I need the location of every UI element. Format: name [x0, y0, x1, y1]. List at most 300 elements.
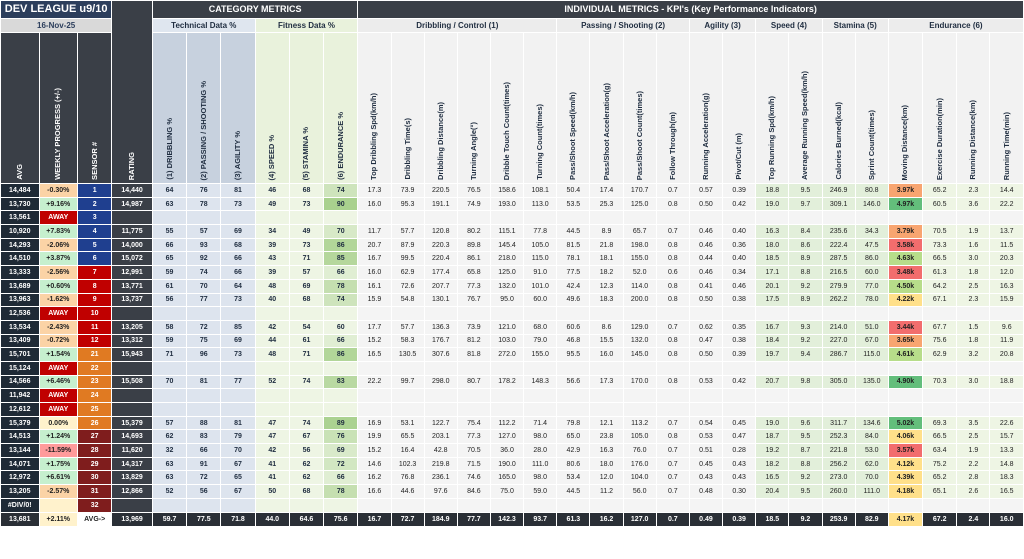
footer-kpi-6: 93.7	[524, 512, 557, 526]
row-kpi-12: 0.40	[723, 225, 756, 239]
row-kpi-20	[990, 498, 1024, 512]
row-kpi-17: 3.44k	[888, 320, 922, 334]
row-fit-6	[324, 307, 358, 321]
row-kpi-13: 19.0	[756, 197, 789, 211]
row-kpi-16: 51.0	[855, 320, 888, 334]
row-kpi-19: 3.6	[957, 197, 990, 211]
row-fit-4: 49	[255, 197, 289, 211]
row-kpi-7: 65.0	[557, 430, 590, 444]
row-sensor: 11	[78, 320, 112, 334]
row-tech-2: 56	[187, 485, 221, 499]
kpi-col-header-19-label: Running Distance(km)	[968, 100, 978, 180]
row-sensor: 5	[78, 238, 112, 252]
row-kpi-10: 0.7	[656, 457, 689, 471]
category-metrics-header: CATEGORY METRICS	[152, 1, 357, 19]
row-kpi-13: 18.5	[756, 252, 789, 266]
row-kpi-1: 15.9	[358, 293, 391, 307]
row-kpi-7	[557, 403, 590, 417]
row-kpi-11	[689, 307, 722, 321]
row-rating: 11,775	[112, 225, 153, 239]
footer-kpi-7: 61.3	[557, 512, 590, 526]
row-tech-2: 74	[187, 266, 221, 280]
row-kpi-7	[557, 307, 590, 321]
row-fit-6: 60	[324, 320, 358, 334]
row-kpi-10: 0.8	[656, 252, 689, 266]
row-kpi-14: 8.6	[789, 238, 822, 252]
row-kpi-2: 73.9	[391, 184, 424, 198]
row-kpi-7	[557, 498, 590, 512]
footer-fit-5: 64.6	[289, 512, 323, 526]
row-kpi-2: 65.5	[391, 430, 424, 444]
table-row	[1, 375, 1024, 389]
row-tech-2	[187, 498, 221, 512]
row-kpi-3: 176.7	[424, 334, 457, 348]
row-kpi-14	[789, 389, 822, 403]
row-kpi-4: 89.8	[457, 238, 490, 252]
footer-weekly-progress: +2.11%	[39, 512, 78, 526]
row-kpi-16: 53.0	[855, 444, 888, 458]
row-kpi-2	[391, 211, 424, 225]
row-fit-4: 43	[255, 252, 289, 266]
row-kpi-10: 0.8	[656, 238, 689, 252]
row-kpi-4: 80.2	[457, 225, 490, 239]
row-sensor: 4	[78, 225, 112, 239]
row-tech-1: 59	[152, 266, 186, 280]
row-fit-5: 54	[289, 320, 323, 334]
row-rating: 15,943	[112, 348, 153, 362]
row-kpi-18	[923, 211, 957, 225]
row-sensor: 32	[78, 498, 112, 512]
row-sensor: 30	[78, 471, 112, 485]
row-weekly-progress: +6.61%	[39, 471, 78, 485]
kpi-col-header-11-label: Running Acceleration(g)	[700, 93, 710, 180]
table-row	[1, 225, 1024, 239]
kpi-group-endurance: Endurance (6)	[888, 19, 1023, 33]
row-fit-5: 74	[289, 375, 323, 389]
row-kpi-17: 3.79k	[888, 225, 922, 239]
row-fit-5: 62	[289, 471, 323, 485]
row-fit-5	[289, 403, 323, 417]
row-tech-1: 58	[152, 320, 186, 334]
row-kpi-8: 12.1	[590, 416, 623, 430]
row-kpi-3: 120.8	[424, 225, 457, 239]
row-tech-2: 91	[187, 457, 221, 471]
row-sensor: 26	[78, 416, 112, 430]
row-fit-4: 39	[255, 238, 289, 252]
row-kpi-7: 95.5	[557, 348, 590, 362]
row-kpi-14: 9.5	[789, 485, 822, 499]
row-kpi-15: 227.0	[822, 334, 855, 348]
row-kpi-5	[490, 211, 523, 225]
row-kpi-20: 11.5	[990, 238, 1024, 252]
row-tech-1: 32	[152, 444, 186, 458]
row-kpi-6: 71.4	[524, 416, 557, 430]
row-fit-6	[324, 498, 358, 512]
kpi-col-header-9	[623, 33, 656, 184]
row-kpi-19: 3.2	[957, 348, 990, 362]
kpi-col-header-1-label: Top Dribbling Spd(km/h)	[369, 93, 379, 180]
fit-col-header-5	[289, 33, 323, 184]
row-kpi-2: 58.3	[391, 334, 424, 348]
row-kpi-13: 16.3	[756, 225, 789, 239]
row-kpi-8: 17.4	[590, 184, 623, 198]
row-fit-4	[255, 498, 289, 512]
kpi-col-header-3	[424, 33, 457, 184]
row-kpi-9: 145.0	[623, 348, 656, 362]
row-tech-3: 65	[221, 471, 255, 485]
footer-kpi-1: 16.7	[358, 512, 391, 526]
kpi-col-header-4	[457, 33, 490, 184]
row-kpi-18: 64.2	[923, 279, 957, 293]
row-kpi-10: 0.7	[656, 320, 689, 334]
individual-metrics-header: INDIVIDUAL METRICS - KPI's (Key Performance Indicators)	[358, 1, 1024, 19]
row-kpi-20: 18.3	[990, 471, 1024, 485]
kpi-col-header-12-label: Pivot/Cut (m)	[734, 133, 744, 180]
row-kpi-20	[990, 403, 1024, 417]
row-tech-2: 96	[187, 348, 221, 362]
kpi-col-header-8	[590, 33, 623, 184]
row-tech-2: 70	[187, 279, 221, 293]
row-kpi-13: 19.0	[756, 416, 789, 430]
row-kpi-15: 214.0	[822, 320, 855, 334]
row-kpi-8: 11.2	[590, 485, 623, 499]
row-kpi-17	[888, 211, 922, 225]
footer-sensor-label: AVG->	[78, 512, 112, 526]
row-kpi-14: 9.2	[789, 279, 822, 293]
footer-kpi-13: 18.5	[756, 512, 789, 526]
tech-col-header-1-label: (1) DRIBBLING %	[164, 118, 174, 180]
row-kpi-19	[957, 498, 990, 512]
row-kpi-9: 125.0	[623, 197, 656, 211]
row-kpi-5: 193.0	[490, 197, 523, 211]
row-kpi-3: 191.1	[424, 197, 457, 211]
row-kpi-9	[623, 498, 656, 512]
row-kpi-5: 145.4	[490, 238, 523, 252]
row-kpi-19: 1.8	[957, 334, 990, 348]
footer-kpi-9: 127.0	[623, 512, 656, 526]
row-kpi-10: 0.6	[656, 266, 689, 280]
footer-kpi-18: 67.2	[923, 512, 957, 526]
row-kpi-18: 62.9	[923, 348, 957, 362]
footer-avg: 13,681	[1, 512, 40, 526]
row-sensor: 9	[78, 293, 112, 307]
row-kpi-6	[524, 361, 557, 375]
row-fit-5: 73	[289, 197, 323, 211]
row-fit-5: 73	[289, 238, 323, 252]
row-kpi-1	[358, 361, 391, 375]
table-row	[1, 416, 1024, 430]
row-kpi-8: 12.0	[590, 471, 623, 485]
table-row	[1, 211, 1024, 225]
row-kpi-18	[923, 403, 957, 417]
row-sensor: 28	[78, 444, 112, 458]
row-kpi-7: 50.4	[557, 184, 590, 198]
row-rating	[112, 361, 153, 375]
row-kpi-18: 69.3	[923, 416, 957, 430]
row-kpi-16: 134.6	[855, 416, 888, 430]
row-kpi-13: 17.5	[756, 293, 789, 307]
row-kpi-4	[457, 307, 490, 321]
kpi-col-header-19	[957, 33, 990, 184]
kpi-col-header-5	[490, 33, 523, 184]
tech-col-header-3-label: (3) AGILITY %	[233, 130, 243, 180]
row-kpi-11	[689, 403, 722, 417]
row-kpi-11: 0.53	[689, 430, 722, 444]
row-kpi-14: 8.8	[789, 266, 822, 280]
row-kpi-10	[656, 211, 689, 225]
row-kpi-15: 305.0	[822, 375, 855, 389]
row-kpi-20	[990, 361, 1024, 375]
kpi-col-header-13-label: Top Running Spd(km/h)	[767, 95, 777, 180]
row-kpi-15	[822, 403, 855, 417]
row-fit-6	[324, 211, 358, 225]
row-kpi-16	[855, 307, 888, 321]
kpi-col-header-17	[888, 33, 922, 184]
row-avg: 13,963	[1, 293, 40, 307]
row-kpi-17: 4.50k	[888, 279, 922, 293]
footer-tech-1: 59.7	[152, 512, 186, 526]
row-weekly-progress: AWAY	[39, 307, 78, 321]
table-row	[1, 485, 1024, 499]
row-kpi-3	[424, 307, 457, 321]
row-kpi-17	[888, 307, 922, 321]
row-tech-2: 76	[187, 184, 221, 198]
row-kpi-4: 74.6	[457, 471, 490, 485]
row-fit-5	[289, 211, 323, 225]
row-tech-3	[221, 307, 255, 321]
row-kpi-16	[855, 361, 888, 375]
row-kpi-16: 86.0	[855, 252, 888, 266]
kpi-col-header-17-label: Moving Distance(km)	[900, 104, 910, 180]
footer-kpi-12: 0.39	[723, 512, 756, 526]
row-kpi-8: 8.9	[590, 225, 623, 239]
row-tech-2: 81	[187, 375, 221, 389]
row-sensor: 21	[78, 348, 112, 362]
table-row	[1, 334, 1024, 348]
kpi-group-dribbling: Dribbling / Control (1)	[358, 19, 557, 33]
row-kpi-9: 170.0	[623, 375, 656, 389]
table-row	[1, 266, 1024, 280]
table-row	[1, 444, 1024, 458]
row-kpi-20: 22.6	[990, 416, 1024, 430]
row-kpi-6: 155.0	[524, 348, 557, 362]
row-tech-1: 63	[152, 197, 186, 211]
row-kpi-2	[391, 361, 424, 375]
row-weekly-progress: AWAY	[39, 403, 78, 417]
row-kpi-17: 4.39k	[888, 471, 922, 485]
row-kpi-18: 67.1	[923, 293, 957, 307]
row-kpi-19: 3.0	[957, 252, 990, 266]
row-kpi-19: 2.3	[957, 293, 990, 307]
fit-col-header-6-label: (6) ENDURANCE %	[335, 112, 345, 180]
row-kpi-18: 75.6	[923, 334, 957, 348]
row-kpi-5: 190.0	[490, 457, 523, 471]
kpi-col-header-2-label: Dribbling Time(s)	[402, 118, 412, 180]
row-kpi-8: 21.8	[590, 238, 623, 252]
row-kpi-14	[789, 211, 822, 225]
row-kpi-7: 78.1	[557, 252, 590, 266]
row-rating	[112, 403, 153, 417]
row-fit-6: 78	[324, 485, 358, 499]
row-kpi-5	[490, 389, 523, 403]
row-kpi-19	[957, 361, 990, 375]
row-kpi-18: 70.5	[923, 225, 957, 239]
row-kpi-17: 3.65k	[888, 334, 922, 348]
row-kpi-9: 105.0	[623, 430, 656, 444]
row-kpi-5	[490, 403, 523, 417]
row-kpi-19: 2.8	[957, 471, 990, 485]
row-kpi-11: 0.50	[689, 197, 722, 211]
row-kpi-18: 67.7	[923, 320, 957, 334]
row-kpi-2: 53.1	[391, 416, 424, 430]
row-fit-6: 66	[324, 266, 358, 280]
row-fit-6	[324, 361, 358, 375]
row-kpi-20: 20.3	[990, 252, 1024, 266]
row-kpi-14: 8.9	[789, 252, 822, 266]
row-kpi-11: 0.54	[689, 416, 722, 430]
row-rating: 13,312	[112, 334, 153, 348]
row-kpi-15: 246.9	[822, 184, 855, 198]
row-avg: 14,510	[1, 252, 40, 266]
row-kpi-16: 60.0	[855, 266, 888, 280]
row-fit-4: 50	[255, 485, 289, 499]
row-kpi-5: 36.0	[490, 444, 523, 458]
row-kpi-10: 0.8	[656, 348, 689, 362]
row-kpi-8	[590, 403, 623, 417]
kpi-group-stamina: Stamina (5)	[822, 19, 888, 33]
row-fit-4	[255, 307, 289, 321]
row-kpi-12: 0.42	[723, 375, 756, 389]
table-row	[1, 498, 1024, 512]
row-kpi-1: 16.0	[358, 197, 391, 211]
row-kpi-6: 79.0	[524, 334, 557, 348]
row-kpi-18: 75.2	[923, 457, 957, 471]
row-kpi-13: 18.2	[756, 457, 789, 471]
row-tech-3	[221, 498, 255, 512]
row-avg: 15,701	[1, 348, 40, 362]
row-kpi-15	[822, 211, 855, 225]
row-kpi-12: 0.46	[723, 279, 756, 293]
kpi-col-header-7	[557, 33, 590, 184]
row-kpi-13: 18.7	[756, 430, 789, 444]
row-kpi-12: 0.39	[723, 348, 756, 362]
row-kpi-1: 16.9	[358, 416, 391, 430]
footer-tech-2: 77.5	[187, 512, 221, 526]
table-row	[1, 403, 1024, 417]
kpi-col-header-11	[689, 33, 722, 184]
row-kpi-2: 130.5	[391, 348, 424, 362]
row-weekly-progress: -11.59%	[39, 444, 78, 458]
row-kpi-8: 15.5	[590, 334, 623, 348]
row-kpi-10: 0.7	[656, 225, 689, 239]
row-fit-4: 48	[255, 348, 289, 362]
row-kpi-9	[623, 211, 656, 225]
row-kpi-19: 2.3	[957, 184, 990, 198]
footer-row	[1, 512, 1024, 526]
row-sensor: 6	[78, 252, 112, 266]
row-kpi-8: 18.1	[590, 252, 623, 266]
row-kpi-17	[888, 361, 922, 375]
row-fit-6: 86	[324, 348, 358, 362]
row-kpi-16: 78.0	[855, 293, 888, 307]
row-avg: 13,144	[1, 444, 40, 458]
row-fit-4: 42	[255, 320, 289, 334]
footer-fit-6: 75.6	[324, 512, 358, 526]
row-kpi-5: 121.0	[490, 320, 523, 334]
row-tech-3	[221, 361, 255, 375]
fitness-group: Fitness Data %	[255, 19, 358, 33]
row-kpi-7	[557, 211, 590, 225]
footer-kpi-10: 0.7	[656, 512, 689, 526]
row-kpi-16: 146.0	[855, 197, 888, 211]
row-kpi-1: 14.6	[358, 457, 391, 471]
row-tech-3: 85	[221, 320, 255, 334]
row-kpi-1	[358, 211, 391, 225]
row-weekly-progress: +7.83%	[39, 225, 78, 239]
row-tech-1: 66	[152, 238, 186, 252]
kpi-col-header-9-label: Pass/Shoot Count(times)	[634, 90, 644, 180]
row-fit-6: 72	[324, 457, 358, 471]
row-kpi-15	[822, 307, 855, 321]
row-kpi-10: 0.7	[656, 471, 689, 485]
row-kpi-8: 18.2	[590, 266, 623, 280]
footer-rating: 13,969	[112, 512, 153, 526]
row-kpi-6: 101.0	[524, 279, 557, 293]
row-kpi-13	[756, 307, 789, 321]
row-tech-2: 93	[187, 238, 221, 252]
row-kpi-14: 8.7	[789, 444, 822, 458]
row-kpi-13	[756, 211, 789, 225]
row-weekly-progress	[39, 498, 78, 512]
row-kpi-2: 57.7	[391, 320, 424, 334]
row-tech-1: 55	[152, 225, 186, 239]
row-kpi-17: 4.63k	[888, 252, 922, 266]
row-kpi-16: 111.0	[855, 485, 888, 499]
row-tech-3	[221, 211, 255, 225]
row-kpi-17: 4.61k	[888, 348, 922, 362]
fit-col-header-5-label: (5) STAMINA %	[301, 126, 311, 180]
row-kpi-4: 80.7	[457, 375, 490, 389]
row-kpi-18: 73.3	[923, 238, 957, 252]
row-kpi-8	[590, 211, 623, 225]
row-sensor: 23	[78, 375, 112, 389]
row-kpi-6: 98.0	[524, 430, 557, 444]
row-kpi-9: 113.2	[623, 416, 656, 430]
row-kpi-5: 75.0	[490, 485, 523, 499]
row-fit-5: 62	[289, 457, 323, 471]
row-kpi-12: 0.45	[723, 416, 756, 430]
report-date: 16-Nov-25	[1, 19, 112, 33]
row-fit-5	[289, 361, 323, 375]
row-kpi-18: 65.2	[923, 184, 957, 198]
row-kpi-7: 44.5	[557, 225, 590, 239]
kpi-col-header-4-label: Turning Angle(°)	[468, 122, 478, 180]
row-kpi-5: 125.0	[490, 266, 523, 280]
row-fit-4	[255, 211, 289, 225]
row-kpi-12	[723, 498, 756, 512]
row-kpi-19	[957, 307, 990, 321]
row-fit-4: 48	[255, 279, 289, 293]
row-kpi-4: 76.5	[457, 184, 490, 198]
row-kpi-2: 87.9	[391, 238, 424, 252]
table-row	[1, 184, 1024, 198]
row-avg: 10,920	[1, 225, 40, 239]
row-weekly-progress: -2.56%	[39, 266, 78, 280]
kpi-group-passing: Passing / Shooting (2)	[557, 19, 690, 33]
row-tech-1	[152, 361, 186, 375]
row-kpi-7: 53.5	[557, 197, 590, 211]
row-kpi-5: 115.1	[490, 225, 523, 239]
